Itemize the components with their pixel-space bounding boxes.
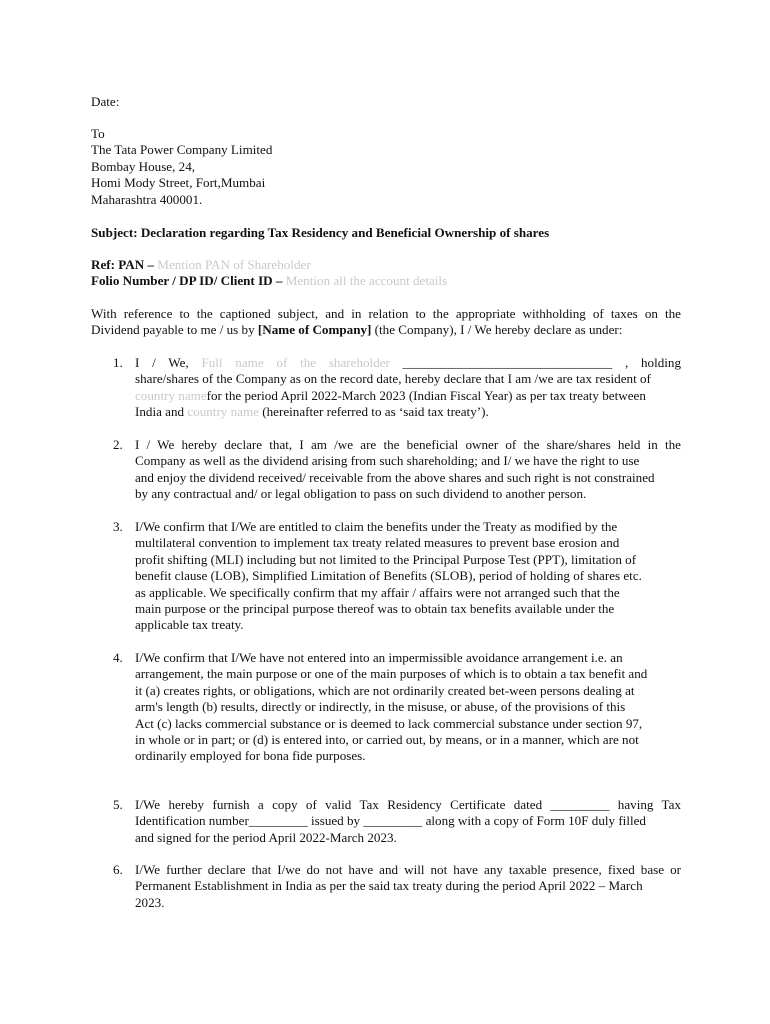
item-6-line-1: I/We further declare that I/we do not have and will not have any taxable presence, fixed base or: [135, 862, 681, 877]
intro-line-2-b: (the Company), I / We hereby declare as under:: [371, 322, 623, 338]
address-line-2: Bombay House, 24,: [91, 158, 196, 174]
item-text: [135, 437, 681, 503]
pan-placeholder[interactable]: Mention PAN of Shareholder: [154, 257, 311, 272]
address-line-3: Homi Mody Street, Fort,Mumbai: [91, 175, 266, 191]
item-1-text-b: , holding: [624, 355, 681, 370]
item-5-line-3: and signed for the period April 2022-March 2023.: [135, 829, 397, 845]
folio-placeholder[interactable]: Mention all the account details: [282, 273, 448, 289]
item-4-line-3: it (a) creates rights, or obligations, which are not ordinarily created bet-ween persons dealing at: [135, 682, 635, 698]
intro-line-2-a: Dividend payable to me / us by: [91, 322, 258, 338]
item-2-line-2: Company as well as the dividend arising from such shareholding; and I/ we have the right to use: [135, 453, 640, 469]
item-2-line-1: I / We hereby declare that, I am /we are the beneficial owner of the share/shares held in the: [135, 437, 681, 452]
item-4-line-1: I/We confirm that I/We have not entered into an impermissible avoidance arrangement i.e. an: [135, 650, 623, 665]
item-number: 3.: [113, 519, 123, 534]
intro-line-1: With reference to the captioned subject, and in relation to the appropriate withholding of taxes on the: [91, 306, 681, 321]
item-3-line-7: applicable tax treaty.: [135, 617, 244, 633]
ref-pan-line: [91, 257, 681, 273]
item-3-line-6: main purpose or the principal purpose thereof was to obtain tax benefits available under the: [135, 601, 615, 617]
address-to: To: [91, 126, 105, 141]
item-4-line-6: in whole or in part; or (d) is entered into, or carried out, by means, or in a manner, which are not: [135, 732, 639, 748]
residence-country-placeholder[interactable]: country name: [135, 387, 207, 403]
item-2-line-4: by any contractual and/ or legal obligation to pass on such dividend to another person.: [135, 486, 587, 502]
item-1-text-d: India and: [135, 404, 188, 420]
address-line-1: The Tata Power Company Limited: [91, 142, 273, 158]
reference-block: [91, 257, 681, 290]
item-4-line-7: ordinarily employed for bona fide purposes.: [135, 748, 366, 764]
item-3-line-4: benefit clause (LOB), Simplified Limitation of Benefits (SLOB), period of holding of shares etc.: [135, 568, 642, 584]
item-text: [135, 862, 681, 911]
intro-paragraph: [91, 306, 681, 339]
treaty-country-placeholder[interactable]: country name: [187, 404, 259, 420]
date-line: [91, 94, 681, 110]
ref-folio-label: Folio Number / DP ID/ Client ID –: [91, 273, 283, 289]
item-text: [135, 519, 681, 634]
item-1-text-e: (hereinafter referred to as ‘said tax treaty’).: [259, 404, 489, 420]
item-number: 1.: [113, 355, 123, 370]
item-1-line-3: [135, 388, 681, 404]
address-line-4: Maharashtra 400001.: [91, 191, 203, 207]
item-1-line-1: [135, 355, 681, 371]
item-3-line-3: profit shifting (MLI) including but not limited to the Principal Purpose Test (PPT), limitation of: [135, 551, 637, 567]
ref-folio-line: [91, 273, 681, 289]
item-1-line-2: share/shares of the Company as on the record date, hereby declare that I am /we are tax resident of: [135, 371, 651, 387]
item-1-text-c: for the period April 2022-March 2023 (Indian Fiscal Year) as per tax treaty between: [206, 387, 646, 403]
item-number: 2.: [113, 437, 123, 452]
date-label: Date:: [91, 94, 120, 109]
item-number: 5.: [113, 797, 123, 812]
item-5-line-1[interactable]: I/We hereby furnish a copy of valid Tax Residency Certificate dated _________ having Tax: [135, 797, 681, 812]
item-5-line-2[interactable]: Identification number_________ issued by _________ along with a copy of Form 10F duly filled: [135, 813, 646, 829]
item-1-text-a: I / We,: [135, 355, 202, 370]
item-1-line-4: [135, 404, 681, 420]
item-3-line-1: I/We confirm that I/We are entitled to claim the benefits under the Treaty as modified by the: [135, 519, 618, 534]
ref-pan-label: Ref: PAN –: [91, 257, 155, 272]
subject-line: [91, 225, 681, 241]
item-text: [135, 650, 681, 765]
intro-line-2: [91, 322, 681, 338]
item-3-line-2: multilateral convention to implement tax treaty related measures to prevent base erosion and: [135, 535, 620, 551]
recipient-address: [91, 126, 681, 208]
item-4-line-5: Act (c) lacks commercial substance or is deemed to lack commercial substance under section 97,: [135, 715, 643, 731]
subject-text: Subject: Declaration regarding Tax Residency and Beneficial Ownership of shares: [91, 225, 550, 240]
shareholder-name-blank[interactable]: ________________________________: [389, 355, 625, 370]
item-6-line-2: Permanent Establishment in India as per the said tax treaty during the period April 2022 – March: [135, 878, 643, 894]
item-text: [135, 355, 681, 421]
item-6-line-3: 2023.: [135, 894, 165, 910]
company-name-field: [Name of Company]: [257, 322, 372, 338]
item-number: 6.: [113, 862, 123, 877]
item-4-line-2: arrangement, the main purpose or one of the main purposes of which is to obtain a tax benefit and: [135, 666, 648, 682]
item-4-line-4: arm's length (b) results, directly or indirectly, in the misuse, or abuse, of the provisions of this: [135, 699, 626, 715]
item-2-line-3: and enjoy the dividend received/ receivable from the above shares and such right is not constrained: [135, 469, 655, 485]
item-text: [135, 797, 681, 846]
item-3-line-5: as applicable. We specifically confirm that my affair / affairs were not arranged such that the: [135, 584, 620, 600]
item-number: 4.: [113, 650, 123, 665]
shareholder-name-placeholder[interactable]: Full name of the shareholder: [201, 355, 390, 370]
